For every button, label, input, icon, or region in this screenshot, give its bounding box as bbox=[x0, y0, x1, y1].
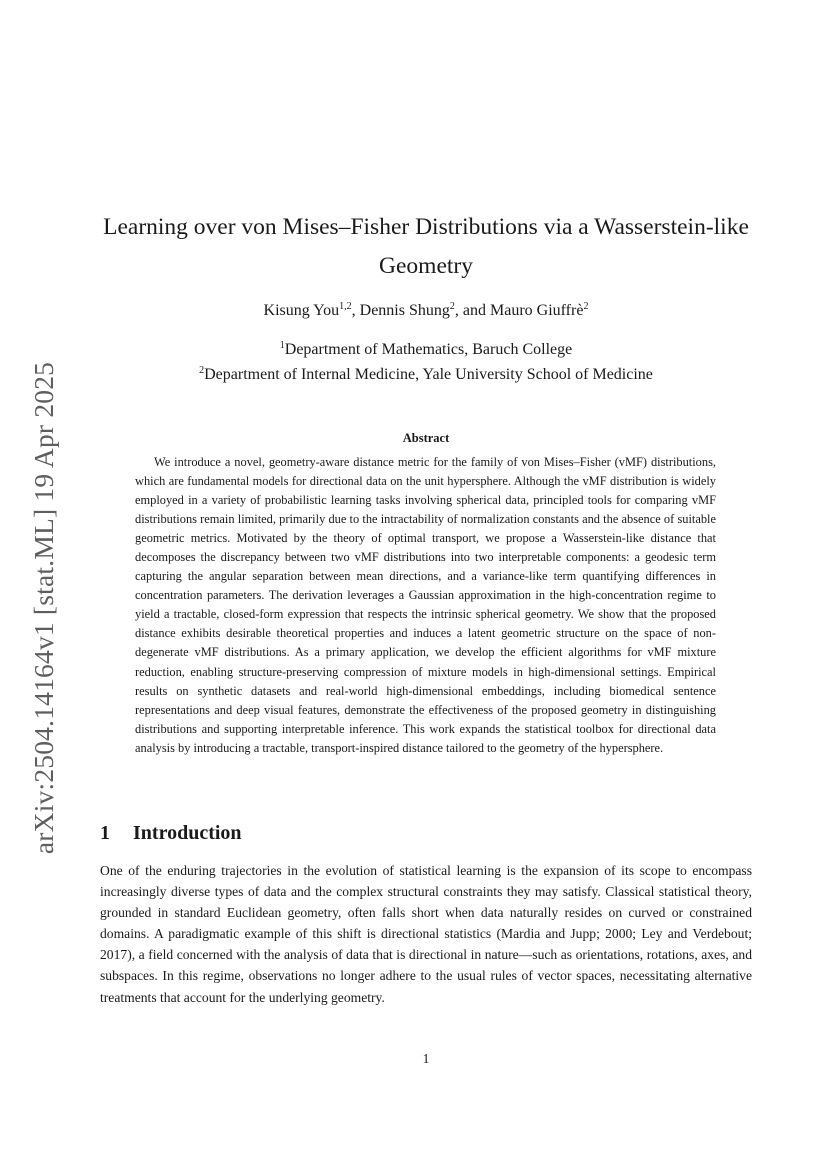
section-heading bbox=[100, 822, 242, 845]
author-separator: , and bbox=[454, 302, 490, 319]
arxiv-identifier-stamp: arXiv:2504.14164v1 [stat.ML] 19 Apr 2025 bbox=[28, 361, 59, 855]
abstract-heading: Abstract bbox=[402, 431, 450, 445]
affiliation bbox=[90, 364, 762, 386]
author-affiliation-marker: 1,2 bbox=[339, 301, 352, 312]
affiliation-text: Department of Internal Medicine, Yale University School of Medicine bbox=[204, 366, 653, 383]
paper-title-line-2: Geometry bbox=[379, 253, 473, 279]
affiliation-marker: 1 bbox=[279, 340, 285, 351]
author-name: Dennis Shung bbox=[359, 302, 450, 319]
affiliation-text: Department of Mathematics, Baruch College bbox=[284, 341, 573, 358]
author-affiliation-marker: 2 bbox=[449, 301, 455, 312]
affiliation bbox=[90, 339, 762, 361]
abstract-text: We introduce a novel, geometry-aware distance metric for the family of von Mises–Fisher (vMF) distributions, which are fundamental models for directional data on the unit hypersphere. Although the vMF distribution is widely employed in a variety of probabilistic learning tasks involving spherical data, principled tools for comparing vMF distributions remain limited, primarily due to the intractability of normalization constants and the absence of suitable geometric metrics. Motivated by the theory of optimal transport, we propose a Wasserstein-like distance that decomposes the discrepancy between two vMF distributions into two interpretable components: a geodesic term capturing the angular separation between mean directions, and a variance-like term quantifying differences in concentration parameters. The derivation leverages a Gaussian approximation in the high-concentration regime to yield a tractable, closed-form expression that respects the intrinsic spherical geometry. We show that the proposed distance exhibits desirable theoretical properties and induces a latent geometric structure on the space of non-degenerate vMF distributions. As a primary application, we develop the efficient algorithms for vMF mixture reduction, enabling structure-preserving compression of mixture models in high-dimensional settings. Empirical results on synthetic datasets and real-world high-dimensional embeddings, including biomedical sentence representations and deep visual features, demonstrate the effectiveness of the proposed geometry in distinguishing distributions and supporting interpretable inference. This work expands the statistical toolbox for directional data analysis by introducing a tractable, transport-inspired distance tailored to the geometry of the hypersphere. bbox=[135, 455, 716, 755]
author-name: Kisung You bbox=[263, 302, 340, 319]
author-list bbox=[90, 300, 762, 322]
author-affiliation-marker: 2 bbox=[583, 301, 589, 312]
paper-title bbox=[90, 208, 762, 286]
author-name: Mauro Giuffrè bbox=[489, 302, 584, 319]
introduction-paragraph: One of the enduring trajectories in the evolution of statistical learning is the expansion of its scope to encompass increasingly diverse types of data and the complex structural constraints they may satisfy. Classical statistical theory, grounded in standard Euclidean geometry, often falls short when data naturally resides on curved or constrained domains. A paradigmatic example of this shift is directional statistics (Mardia and Jupp; 2000; Ley and Verdebout; 2017), a field concerned with the analysis of data that is directional in nature—such as orientations, rotations, axes, and subspaces. In this regime, observations no longer adhere to the usual rules of vector spaces, necessitating alternative treatments that account for the underlying geometry. bbox=[100, 863, 752, 1005]
section-title: Introduction bbox=[133, 822, 242, 844]
page-number: 1 bbox=[422, 1051, 430, 1066]
author-separator: , bbox=[351, 302, 360, 319]
section-number: 1 bbox=[100, 822, 110, 844]
paper-title-line-1: Learning over von Mises–Fisher Distributions via a Wasserstein-like bbox=[103, 214, 749, 240]
affiliation-marker: 2 bbox=[199, 365, 205, 376]
